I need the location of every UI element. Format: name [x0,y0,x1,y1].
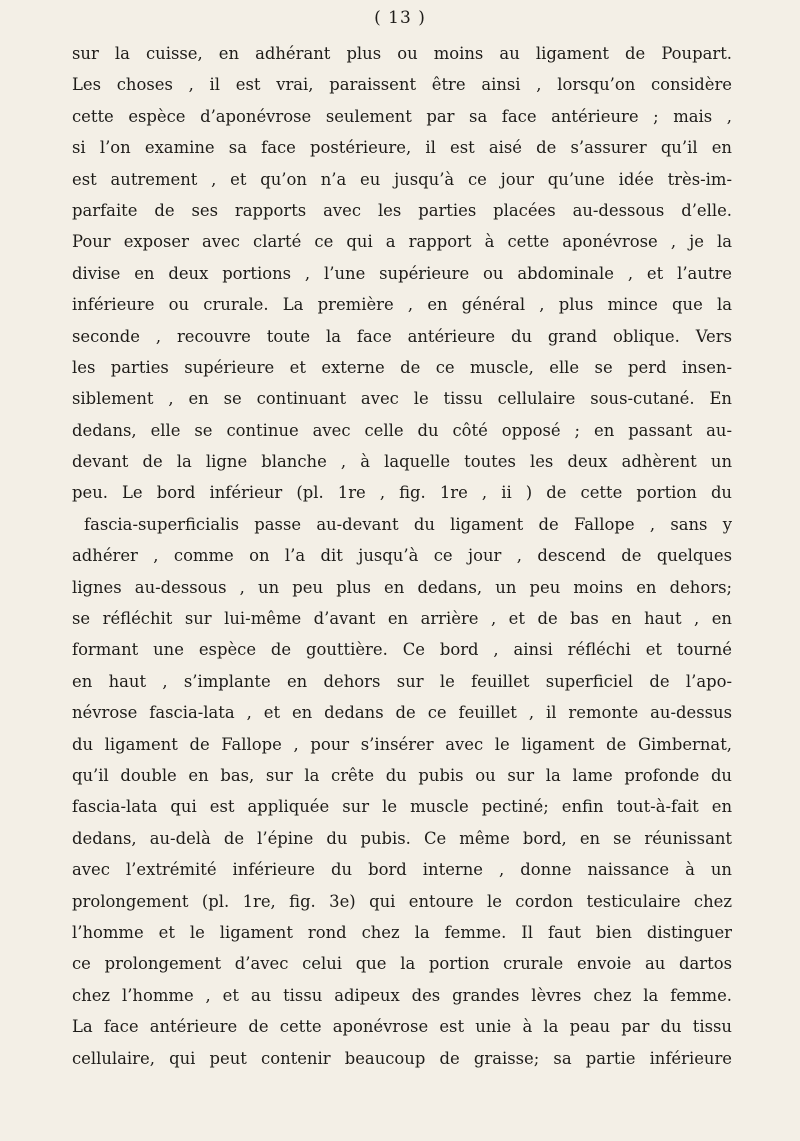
text-line: peu. Le bord inférieur (pl. 1re , fig. 1re , ii ) de cette portion du [72,483,732,503]
text-line: fascia-lata qui est appliquée sur le muscle pectiné; enfin tout-à-fait en [72,797,732,817]
text-line: du ligament de Fallope , pour s’insérer avec le ligament de Gimbernat, [72,734,732,754]
text-line: dedans, elle se continue avec celle du côté opposé ; en passant au- [72,420,732,440]
text-line: parfaite de ses rapports avec les parties placées au-dessous d’elle. [72,200,732,220]
text-line: fascia-superficialis passe au-devant du ligament de Fallope , sans y [84,514,732,534]
text-line: dedans, au-delà de l’épine du pubis. Ce même bord, en se réunissant [72,828,732,848]
text-line: divise en deux portions , l’une supérieure ou abdominale , et l’autre [72,263,732,283]
text-line: La face antérieure de cette aponévrose est unie à la peau par du tissu [72,1017,732,1037]
body-text [72,38,732,1074]
text-line: avec l’extrémité inférieure du bord interne , donne naissance à un [72,860,732,880]
text-line: seconde , recouvre toute la face antérieure du grand oblique. Vers [72,326,732,346]
text-line: inférieure ou crurale. La première , en général , plus mince que la [72,295,732,315]
text-line: les parties supérieure et externe de ce muscle, elle se perd insen- [72,357,732,377]
text-line: se réfléchit sur lui-même d’avant en arrière , et de bas en haut , en [72,609,732,629]
text-line: devant de la ligne blanche , à laquelle toutes les deux adhèrent un [72,452,732,472]
text-line: lignes au-dessous , un peu plus en dedans, un peu moins en dehors; [72,577,732,597]
text-line: névrose fascia-lata , et en dedans de ce feuillet , il remonte au-dessus [72,703,732,723]
text-line: Pour exposer avec clarté ce qui a rapport à cette aponévrose , je la [72,232,732,252]
text-line: ce prolongement d’avec celui que la portion crurale envoie au dartos [72,954,732,974]
text-line: siblement , en se continuant avec le tissu cellulaire sous-cutané. En [72,389,732,409]
text-line: cellulaire, qui peut contenir beaucoup de graisse; sa partie inférieure [72,1048,732,1068]
page-number: ( 13 ) [374,8,426,28]
text-line: qu’il double en bas, sur la crête du pubis ou sur la lame profonde du [72,765,732,785]
text-line: cette espèce d’aponévrose seulement par sa face antérieure ; mais , [72,106,732,126]
text-line: prolongement (pl. 1re, fig. 3e) qui entoure le cordon testiculaire chez [72,891,732,911]
text-line: en haut , s’implante en dehors sur le feuillet superficiel de l’apo- [72,671,732,691]
text-line: adhérer , comme on l’a dit jusqu’à ce jour , descend de quelques [72,546,732,566]
text-line: chez l’homme , et au tissu adipeux des grandes lèvres chez la femme. [72,985,732,1005]
text-line: l’homme et le ligament rond chez la femme. Il faut bien distinguer [72,922,732,942]
text-line: formant une espèce de gouttière. Ce bord , ainsi réfléchi et tourné [72,640,732,660]
text-line: sur la cuisse, en adhérant plus ou moins au ligament de Poupart. [72,44,732,63]
text-line: Les choses , il est vrai, paraissent être ainsi , lorsqu’on considère [72,75,732,95]
text-line: si l’on examine sa face postérieure, il est aisé de s’assurer qu’il en [72,138,732,158]
text-line: est autrement , et qu’on n’a eu jusqu’à ce jour qu’une idée très-im- [72,169,732,189]
